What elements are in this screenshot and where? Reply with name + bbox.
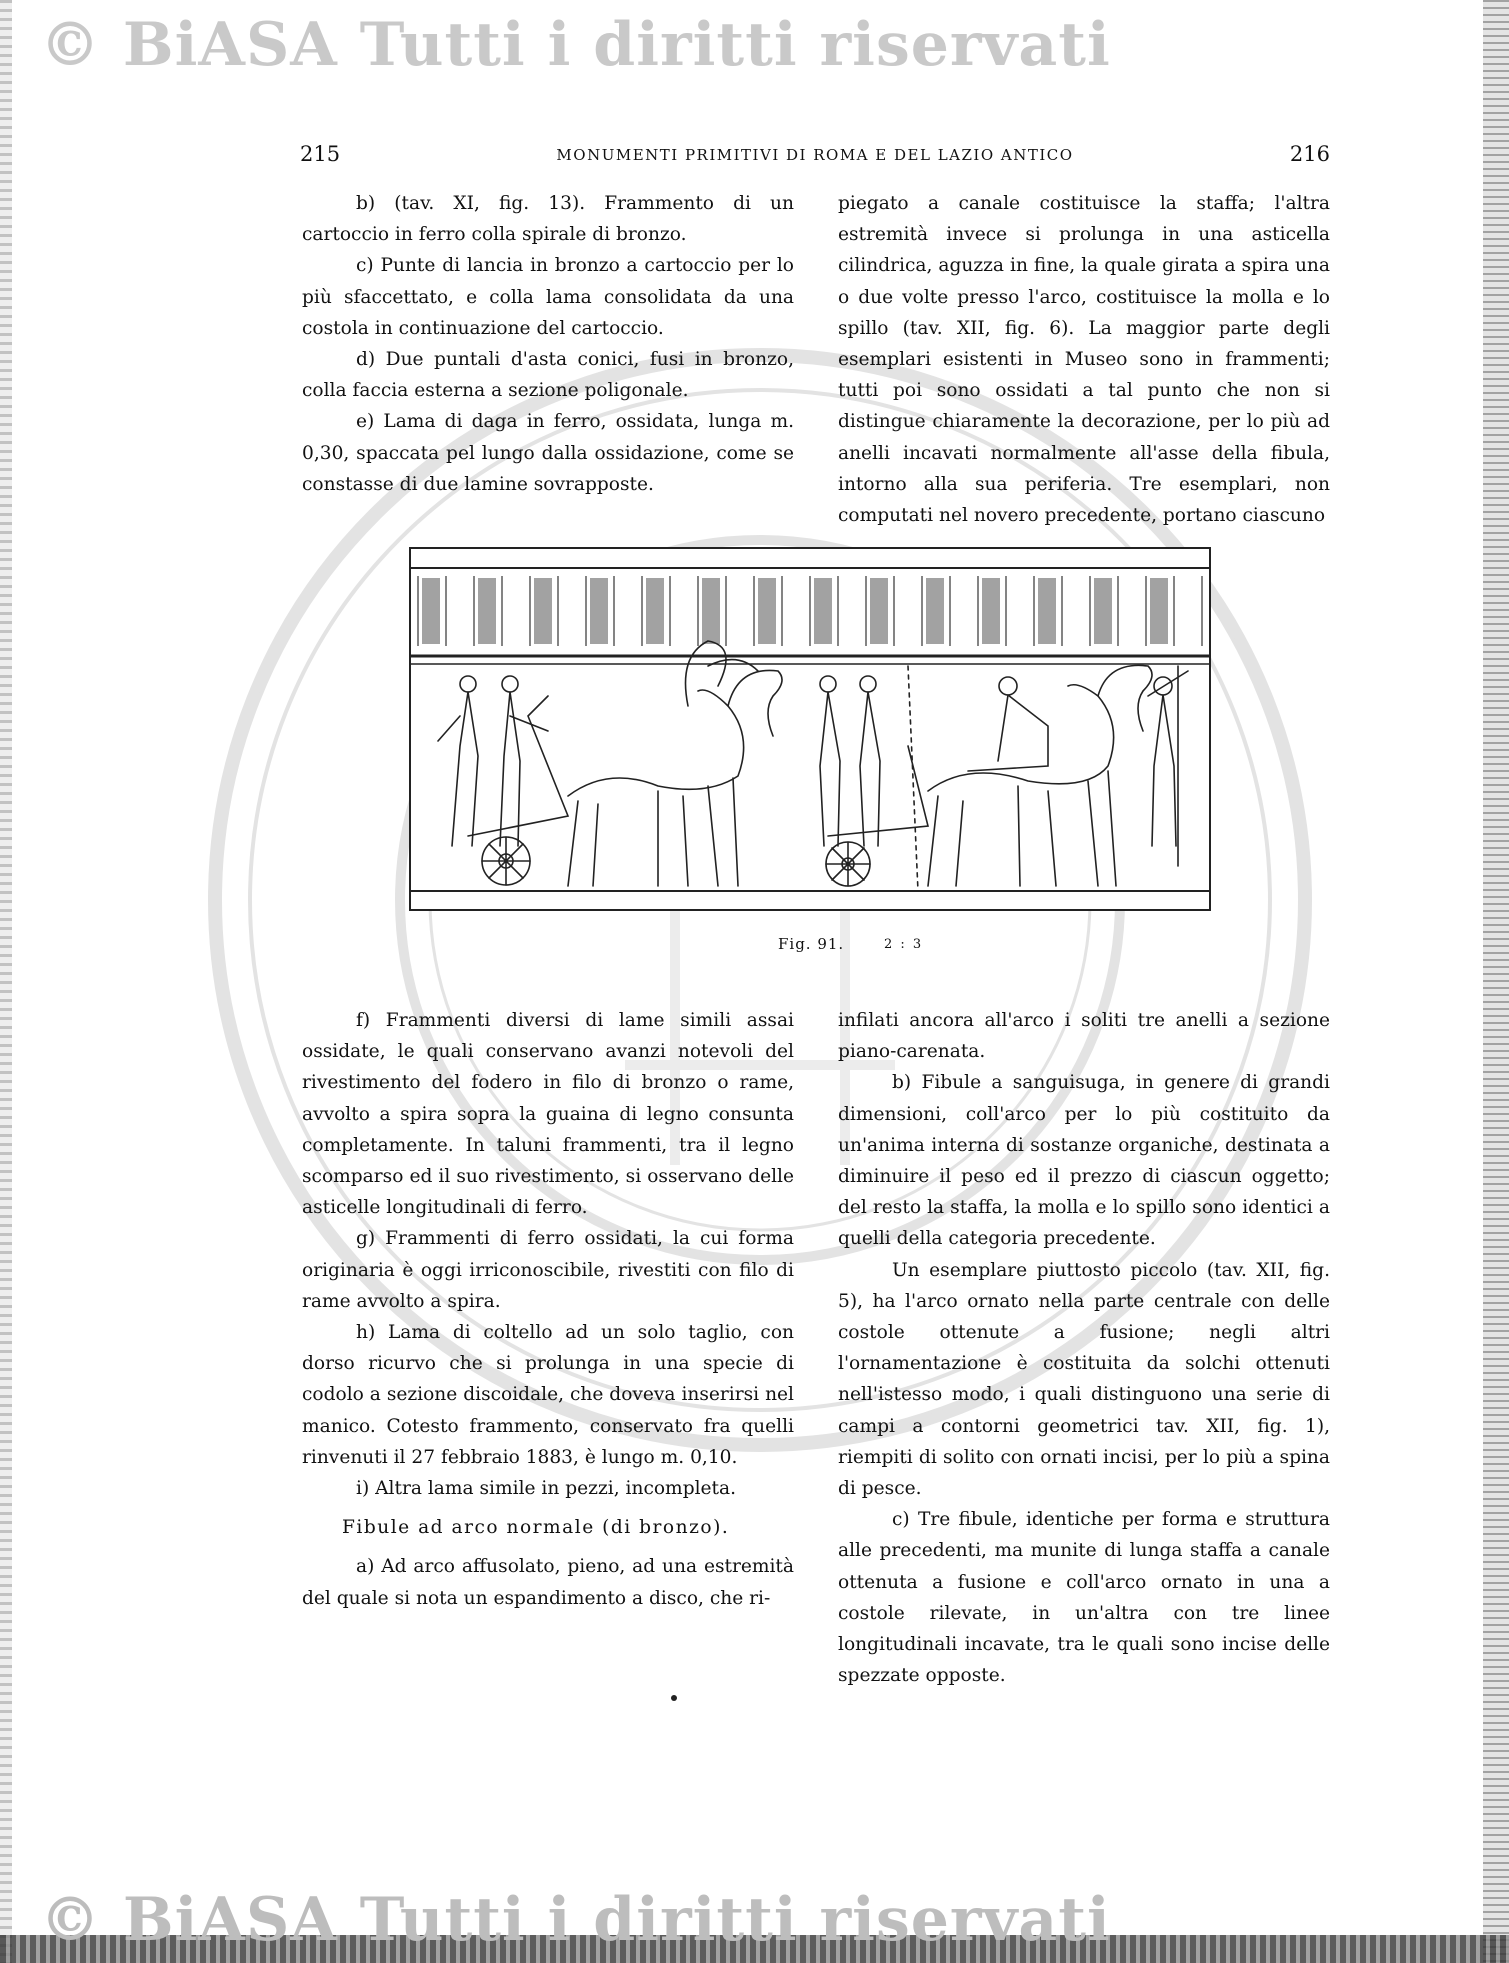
paragraph: e) Lama di daga in ferro, ossidata, lunga m. 0,30, spaccata pel lungo dalla ossidazione, come se constasse di due lamine sovrapposte. <box>302 411 794 495</box>
paragraph: infilati ancora all'arco i soliti tre anelli a sezione piano-carenata. <box>838 1010 1330 1063</box>
watermark-bottom: © BiASA Tutti i diritti riservati <box>40 1885 1111 1955</box>
paragraph: f) Frammenti diversi di lame simili assai ossidate, le quali conservano avanzi notevoli del rivestimento del fodero in filo di bronzo o rame, avvolto a spira sopra la guaina di legno consunta completamente. In taluni frammenti, tra il legno scomparso ed il suo rivestimento, si osservano delle asticelle longitudinali di ferro. <box>302 1010 794 1219</box>
page-number-left: 215 <box>300 142 341 166</box>
column-upper-left <box>302 188 794 500</box>
paragraph: i) Altra lama simile in pezzi, incompleta. <box>356 1478 737 1500</box>
section-subheading: Fibule ad arco normale (di bronzo). <box>342 1517 730 1539</box>
paragraph: Un esemplare piuttosto piccolo (tav. XII, fig. 5), ha l'arco ornato nella parte centrale con delle costole ottenute a fusione; negli altri l'ornamentazione è costituita da solchi ottenuti nell'istesso modo, i quali distinguono una serie di campi a contorni geometrici tav. XII, fig. 1), riempiti di solito con ornati incisi, per lo più a spina di pesce. <box>838 1259 1330 1500</box>
paragraph: b) Fibule a sanguisuga, in genere di grandi dimensioni, coll'arco per lo più costituito da un'anima interna di sostanze organiche, destinata a diminuire il peso ed il prezzo di ciascun oggetto; del resto la staffa, la molla e lo spillo sono identici a quelli della categoria precedente. <box>838 1072 1330 1250</box>
figure-scale: 2 : 3 <box>884 937 924 952</box>
paragraph: a) Ad arco affusolato, pieno, ad una estremità del quale si nota un espandimento a disco, che ri- <box>302 1556 794 1609</box>
paragraph: h) Lama di coltello ad un solo taglio, con dorso ricurvo che si prolunga in una specie di codolo a sezione discoidale, che doveva inserirsi nel manico. Cotesto frammento, conservato fra quelli rinvenuti il 27 febbraio 1883, è lungo m. 0,10. <box>302 1322 794 1468</box>
column-upper-right <box>838 188 1330 531</box>
column-lower-right <box>838 1005 1330 1691</box>
paragraph: d) Due puntali d'asta conici, fusi in bronzo, colla faccia esterna a sezione poligonale. <box>302 349 794 402</box>
paragraph: piegato a canale costituisce la staffa; l'altra estremità invece si prolunga in una asticella cilindrica, aguzza in fine, la quale girata a spira una o due volte presso l'arco, costituisce la molla e lo spillo (tav. XII, fig. 6). La maggior parte degli esemplari esistenti in Museo sono in frammenti; tutti poi sono ossidati a tal punto che non si distingue chiaramente la decorazione, per lo più ad anelli incavati normalmente all'asse della fibula, intorno alla sua periferia. Tre esemplari, non computati nel novero precedente, portano ciascuno <box>838 193 1330 527</box>
figure-caption: Fig. 91. <box>778 935 845 953</box>
paragraph: b) (tav. XI, fig. 13). Frammento di un cartoccio in ferro colla spirale di bronzo. <box>302 193 794 246</box>
figure-frieze-chariots <box>408 546 1212 912</box>
paragraph: g) Frammenti di ferro ossidati, la cui forma originaria è oggi irriconoscibile, rivestiti con filo di rame avvolto a spira. <box>302 1228 794 1312</box>
page-title: MONUMENTI PRIMITIVI DI ROMA E DEL LAZIO ANTICO <box>556 146 1074 164</box>
paragraph: c) Punte di lancia in bronzo a cartoccio per lo più sfaccettato, e colla lama consolidata da una costola in continuazione del cartoccio. <box>302 255 794 339</box>
scan-edge-left <box>0 0 12 1963</box>
running-head <box>300 142 1330 172</box>
scan-edge-right <box>1483 0 1509 1963</box>
page-number-right: 216 <box>1289 142 1330 166</box>
column-lower-left <box>302 1005 794 1614</box>
ink-dot <box>671 1695 677 1701</box>
paragraph: c) Tre fibule, identiche per forma e struttura alle precedenti, ma munite di lunga staffa a canale ottenuta a fusione e coll'arco ornato in una a costole rilevate, in un'altra con tre linee longitudinali incavate, tra le quali sono incise delle spezzate opposte. <box>838 1509 1330 1687</box>
watermark-top: © BiASA Tutti i diritti riservati <box>40 10 1111 80</box>
